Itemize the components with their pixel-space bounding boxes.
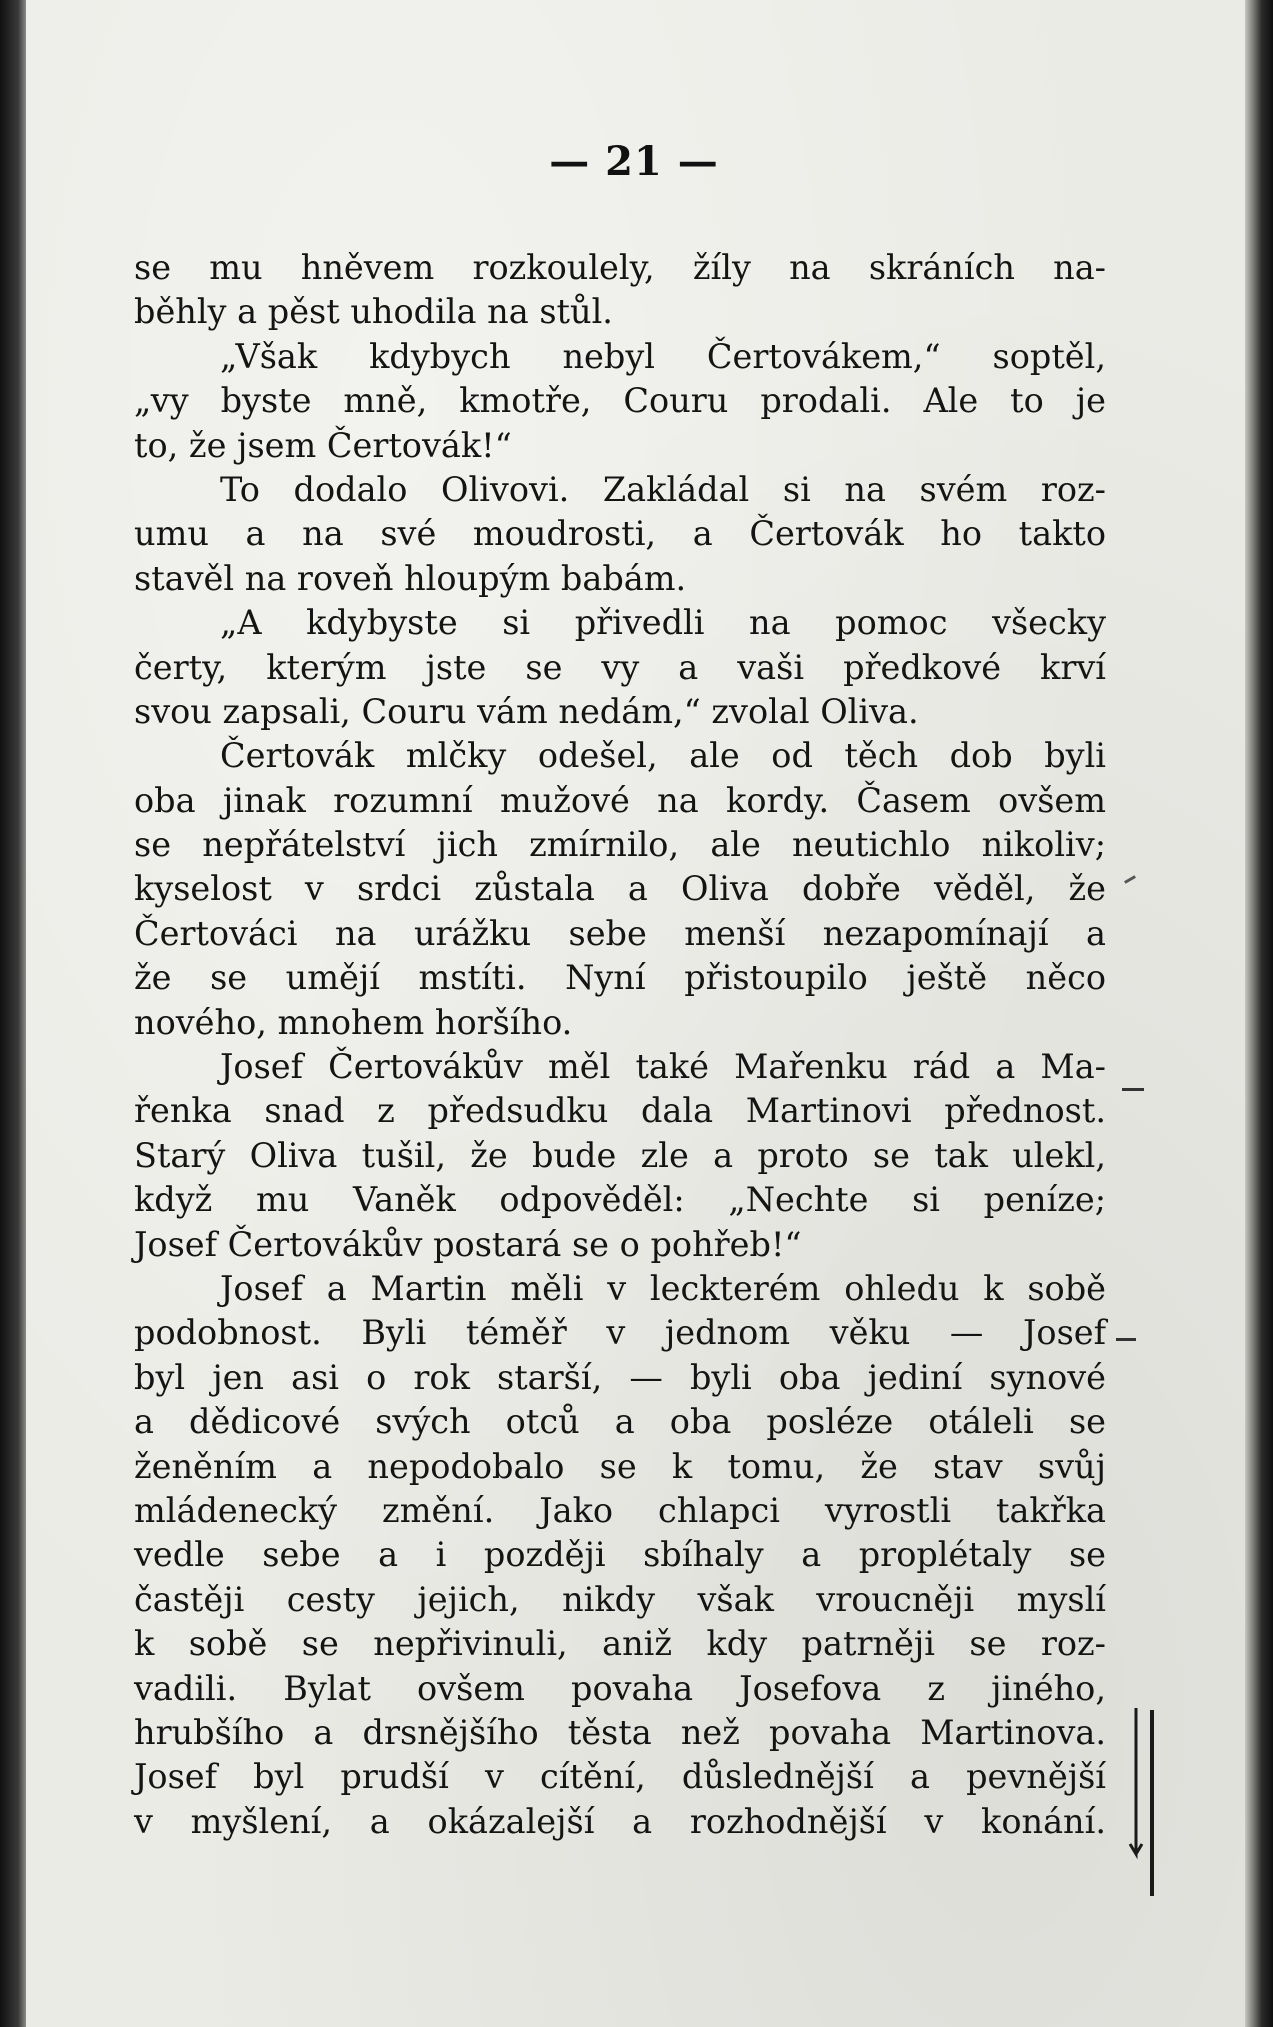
- text-line: podobnost. Byli téměř v jednom věku — Josef: [134, 1313, 1106, 1353]
- text-line: že se umějí mstíti. Nyní přistoupilo ještě něco: [134, 958, 1106, 998]
- text-line: se mu hněvem rozkoulely, žíly na skráních na-: [134, 248, 1106, 287]
- text-line: běhly a pěst uhodila na stůl.: [134, 292, 613, 332]
- text-line: mládenecký změní. Jako chlapci vyrostli takřka: [134, 1490, 1106, 1530]
- page-edge-shadow: [1245, 0, 1273, 2027]
- text-line: svou zapsali, Couru vám nedám,“ zvolal Oliva.: [134, 691, 919, 731]
- text-line: čerty, kterým jste se vy a vaši předkové krví: [134, 647, 1106, 687]
- text-line: Čertováci na urážku sebe menší nezapomínají a: [134, 913, 1106, 953]
- text-line: kyselost v srdci zůstala a Oliva dobře věděl, že: [134, 869, 1106, 909]
- text-line: oba jinak rozumní mužové na kordy. Časem ovšem: [134, 780, 1106, 820]
- text-line: hrubšího a drsnějšího těsta než povaha Martinova.: [134, 1712, 1106, 1752]
- text-line: to, že jsem Čertovák!“: [134, 425, 512, 465]
- text-line: Starý Oliva tušil, že bude zle a proto se tak ulekl,: [134, 1135, 1106, 1175]
- text-line: vedle sebe a i později sbíhaly a proplétaly se: [134, 1535, 1106, 1575]
- text-line: stavěl na roveň hloupým babám.: [134, 558, 687, 598]
- text-line: umu a na své moudrosti, a Čertovák ho takto: [134, 514, 1106, 554]
- text-line: se nepřátelství jich zmírnilo, ale neutichlo nikoliv;: [134, 825, 1106, 865]
- text-line: Josef Čertovákův postará se o pohřeb!“: [134, 1224, 802, 1264]
- text-line: častěji cesty jejich, nikdy však vroucněji myslí: [134, 1579, 1106, 1619]
- text-line: Josef Čertovákův měl také Mařenku rád a Ma-: [220, 1047, 1106, 1087]
- text-line: byl jen asi o rok starší, — byli oba jediní synové: [134, 1357, 1106, 1397]
- body-text: [134, 246, 1106, 1844]
- text-line: „Však kdybych nebyl Čertovákem,“ soptěl,: [220, 336, 1106, 376]
- text-line: k sobě se nepřivinuli, aniž kdy patrněji se roz-: [134, 1624, 1106, 1664]
- text-line: „A kdybyste si přivedli na pomoc všecky: [220, 603, 1106, 643]
- margin-dash-mark: [1116, 1338, 1136, 1341]
- margin-dash-mark: [1122, 1088, 1144, 1091]
- text-line: Josef a Martin měli v leckterém ohledu k sobě: [220, 1268, 1106, 1308]
- margin-tick-mark: [1124, 875, 1136, 884]
- margin-bracket-mark: [1128, 1704, 1158, 1900]
- text-line: Josef byl prudší v cítění, důslednější a pevnější: [134, 1757, 1106, 1797]
- text-line: nového, mnohem horšího.: [134, 1002, 573, 1042]
- book-gutter-shadow: [0, 0, 26, 2027]
- book-page: [20, 0, 1248, 2027]
- page-number: — 21 —: [549, 138, 719, 185]
- text-line: v myšlení, a okázalejší a rozhodnější v konání.: [134, 1801, 1106, 1841]
- text-line: To dodalo Olivovi. Zakládal si na svém roz-: [220, 469, 1106, 509]
- text-line: Čertovák mlčky odešel, ale od těch dob byli: [220, 736, 1106, 776]
- text-line: když mu Vaněk odpověděl: „Nechte si peníze;: [134, 1180, 1106, 1220]
- text-line: „vy byste mně, kmotře, Couru prodali. Ale to je: [134, 381, 1106, 421]
- text-line: a dědicové svých otců a oba posléze otáleli se: [134, 1402, 1106, 1442]
- text-line: ženěním a nepodobalo se k tomu, že stav svůj: [134, 1446, 1106, 1486]
- text-line: řenka snad z předsudku dala Martinovi přednost.: [134, 1091, 1106, 1131]
- text-line: vadili. Bylat ovšem povaha Josefova z jiného,: [134, 1668, 1106, 1708]
